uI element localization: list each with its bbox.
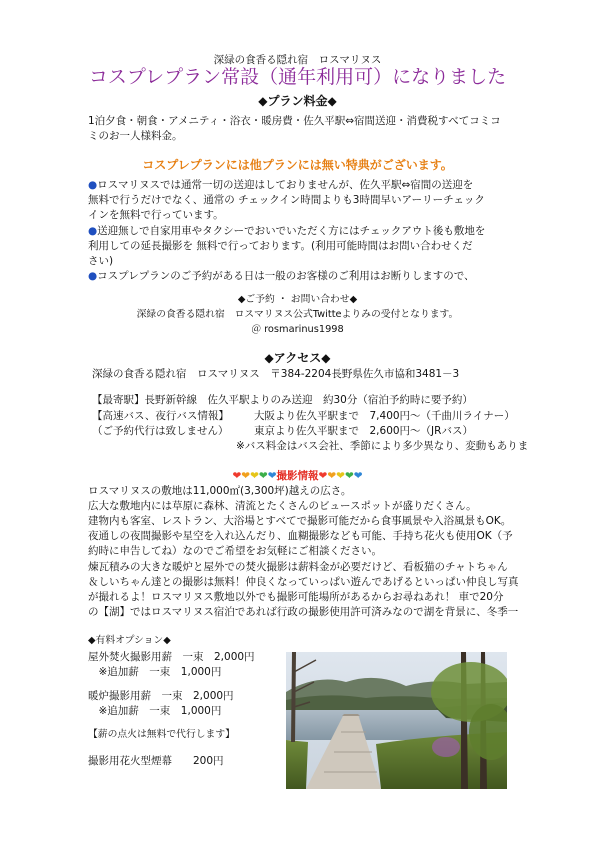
special-heading: コスプレプランには他プランには無い特典がございます。 xyxy=(142,158,453,172)
contact-line: 深緑の食香る隠れ宿 ロスマリヌス公式Twitteよりみの受付となります。 xyxy=(136,309,459,320)
special-bullet-2 xyxy=(88,224,485,238)
photo-info-line-6: 煉瓦積みの大きな暖炉と屋外での焚火撮影は薪料金が必要だけど、看板猫のチャトちゃん xyxy=(88,561,508,573)
heart-icon: ❤ xyxy=(267,470,277,482)
heart-icon: ❤ xyxy=(250,470,259,482)
option-item-3: 暖炉撮影用薪 一束 2,000円 xyxy=(88,690,234,702)
heart-icon: ❤ xyxy=(241,470,251,482)
heart-icon: ❤ xyxy=(353,470,363,482)
special-bullet-1 xyxy=(88,178,473,192)
photo-info-line-2: 広大な敷地内には草原に森林、清流とたくさんのビュースポットが盛りだくさん。 xyxy=(88,500,477,512)
special-bullet-1-line-3: インを無料で行っています。 xyxy=(88,209,224,221)
access-heading: ◆アクセス◆ xyxy=(264,351,331,365)
bullet-dot-icon: ● xyxy=(88,270,98,282)
subtitle: 深緑の食香る隠れ宿 ロスマリヌス xyxy=(213,54,382,66)
contact-heading: ◆ご予約 ・ お問い合わせ◆ xyxy=(237,294,358,305)
option-item-5: 【薪の点火は無料で代行します】 xyxy=(88,729,235,740)
special-bullet-3-line-1: コスプレプランのご予約がある日は一般のお客様のご利用はお断りしますので、 xyxy=(97,270,475,282)
photo-info-line-1: ロスマリヌスの敷地は11,000㎡(3,300坪)越えの広さ。 xyxy=(88,485,352,497)
bullet-dot-icon: ● xyxy=(88,179,98,191)
heart-icon: ❤ xyxy=(344,470,354,482)
special-bullet-2-line-1: 送迎無しで自家用車やタクシーでおいでいただく方にはチェックアウト後も敷地を xyxy=(97,225,486,237)
headline: コスプレプラン常設（通年利用可）になりました xyxy=(88,66,507,88)
special-bullet-3 xyxy=(88,269,475,283)
photo-info-heading: 撮影情報 xyxy=(276,470,319,482)
access-bus-osaka: 大阪より佐久平駅まで 7,400円～（千曲川ライナー） xyxy=(254,410,515,422)
option-item-2: ※追加薪 一束 1,000円 xyxy=(88,666,222,678)
photo-info-line-9: の【湖】ではロスマリヌス宿泊であれば行政の撮影使用許可済みなので湖を背景に、冬季一 xyxy=(88,606,519,618)
special-bullet-2-line-3: さい) xyxy=(88,255,114,267)
photo-info-heading-row xyxy=(0,469,595,483)
special-bullet-1-line-1: ロスマリヌスでは通常一切の送迎はしておりませんが、佐久平駅⇔宿間の送迎を xyxy=(97,179,474,191)
option-item-4: ※追加薪 一束 1,000円 xyxy=(88,705,222,717)
heart-icon: ❤ xyxy=(327,470,337,482)
plan-heading: ◆プラン料金◆ xyxy=(258,94,337,108)
access-bus-fare-note: ※バス料金はバス会社、季節により多少異なり、変動もありま xyxy=(236,440,529,452)
photo-info-line-4: 夜通しの夜間撮影や星空を入れ込んだり、血糊撮影なども可能、手持ち花火も使用OK（予 xyxy=(88,530,513,542)
access-address: 深緑の食香る隠れ宿 ロスマリヌス 〒384-2204長野県佐久市協和3481－3 xyxy=(92,368,460,380)
option-item-1: 屋外焚火撮影用薪 一束 2,000円 xyxy=(88,651,255,663)
bullet-dot-icon: ● xyxy=(88,225,98,237)
special-bullet-2-line-2: 利用しての延長撮影を 無料で行っております。(利用可能時間はお問い合わせくだ xyxy=(88,240,473,252)
heart-icon: ❤ xyxy=(318,470,328,482)
heart-icon: ❤ xyxy=(336,470,345,482)
hearts-right-icon xyxy=(319,470,363,482)
plan-line-1: 1泊夕食・朝食・アメニティ・浴衣・暖房費・佐久平駅⇔宿間送迎・消費税すべてコミコ xyxy=(88,115,501,127)
hearts-left-icon xyxy=(232,470,276,482)
access-bus-tokyo: 東京より佐久平駅まで 2,600円～（JRバス） xyxy=(254,425,473,437)
photo-info-line-3: 建物内も客室、レストラン、大浴場とすべてで撮影可能だから食事風景や入浴風景もOK。 xyxy=(88,515,512,527)
lake-boardwalk-photo xyxy=(286,652,507,789)
photo-info-line-5: 約時に申告してね）なのでご希望をお気軽にご相談ください。 xyxy=(88,545,382,557)
access-bus-label: 【高速バス、夜行バス情報】 xyxy=(92,410,229,422)
photo-info-line-8: が撮れるよ！ロスマリヌス敷地以外でも撮影可能場所があるからお尋ねあれ！ 車で20分 xyxy=(88,591,504,603)
access-nearest-station: 【最寄駅】長野新幹線 佐久平駅よりのみ送迎 約30分（宿泊予約時に要予約） xyxy=(92,394,473,406)
heart-icon: ❤ xyxy=(232,470,242,482)
heart-icon: ❤ xyxy=(258,470,268,482)
photo-info-line-7: ＆しいちゃん達との撮影は無料！仲良くなっていっぱい遊んであげるといっぱい仲良し写真 xyxy=(88,576,519,588)
special-bullet-1-line-2: 無料で行うだけでなく、通常の チェックイン時間よりも3時間早いアーリーチェック xyxy=(88,194,485,206)
twitter-handle: ＠ rosmarinus1998 xyxy=(251,324,344,335)
option-item-6: 撮影用花火型煙幕 200円 xyxy=(88,755,224,767)
plan-line-2: ミのお一人様料金。 xyxy=(88,130,183,142)
access-bus-note: （ご予約代行は致しません） xyxy=(92,425,229,437)
options-heading: ◆有料オプション◆ xyxy=(88,635,171,646)
